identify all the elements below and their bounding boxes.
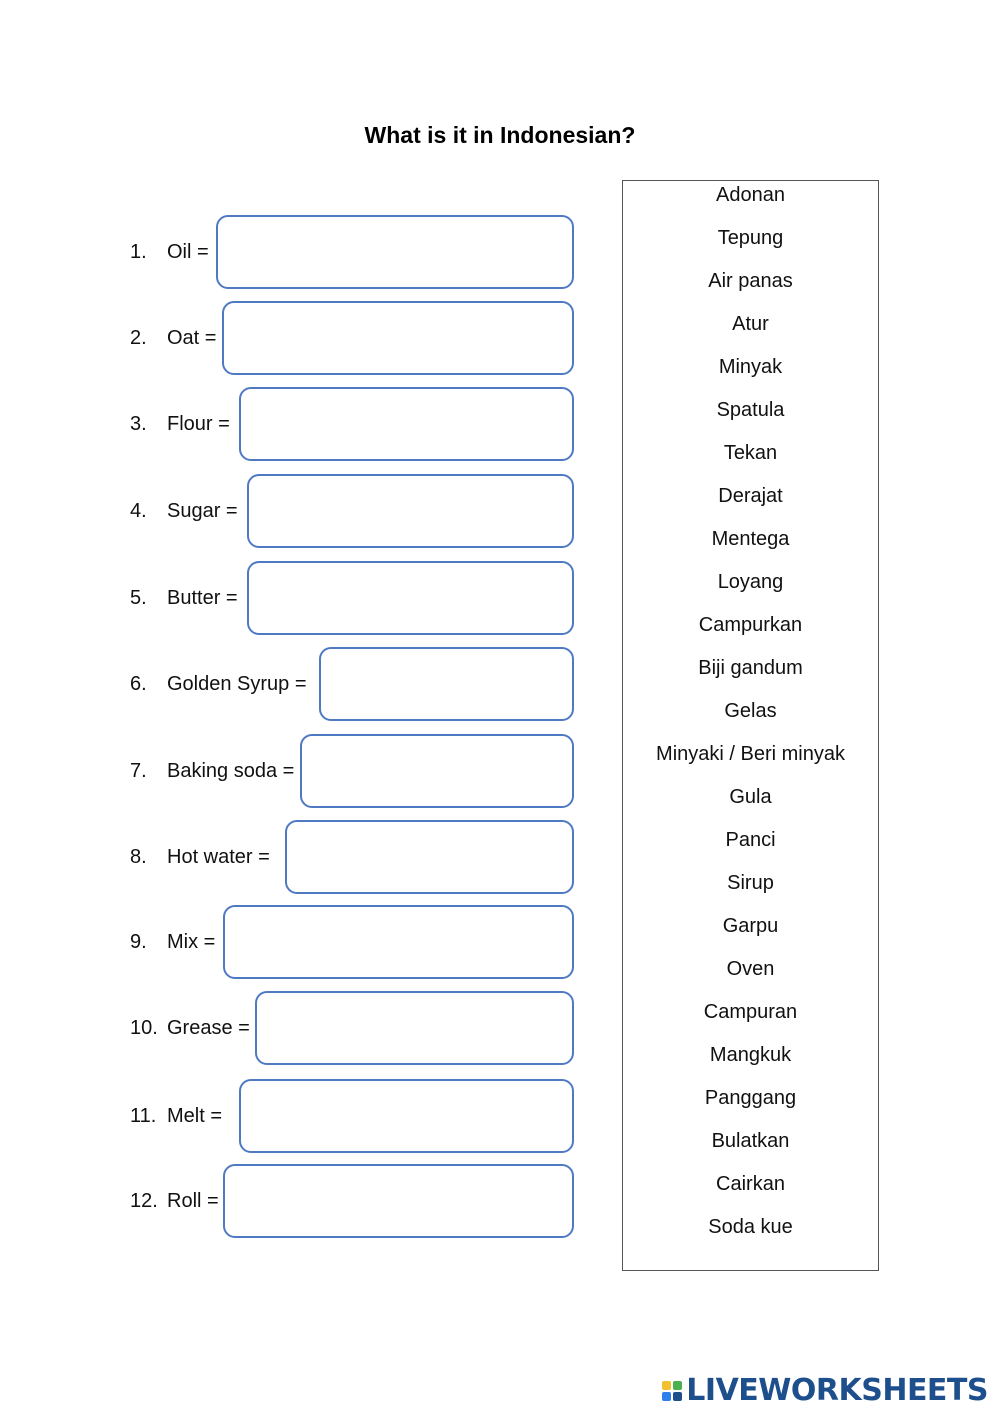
question-label: Oil = [167, 241, 209, 263]
question-label: Roll = [167, 1190, 219, 1212]
question-number: 11. [130, 1105, 157, 1127]
question-label: Grease = [167, 1017, 250, 1039]
word-bank-item: Atur [732, 313, 769, 335]
question-label: Melt = [167, 1105, 223, 1127]
word-bank-item: Mentega [711, 528, 790, 550]
question-label: Mix = [167, 931, 216, 953]
question-number: 3. [130, 413, 147, 435]
answer-box[interactable] [247, 474, 574, 548]
liveworksheets-brand[interactable] [662, 1373, 988, 1408]
answer-box[interactable] [285, 820, 574, 894]
question-label: Oat = [167, 327, 217, 349]
word-bank-item: Derajat [718, 485, 783, 507]
word-bank-item: Adonan [716, 184, 785, 206]
question-label: Butter = [167, 587, 238, 609]
question-label: Flour = [167, 413, 230, 435]
question-number: 4. [130, 500, 147, 522]
word-bank-item: Campurkan [698, 614, 803, 636]
answer-box[interactable] [216, 215, 574, 289]
word-bank-item: Soda kue [708, 1216, 793, 1238]
question-label: Sugar = [167, 500, 238, 522]
word-bank-item: Gula [729, 786, 772, 808]
answer-box[interactable] [239, 387, 574, 461]
answer-box[interactable] [255, 991, 574, 1065]
question-label: Baking soda = [167, 760, 295, 782]
word-bank-item: Sirup [727, 872, 774, 894]
word-bank-item: Campuran [703, 1001, 798, 1023]
question-number: 8. [130, 846, 147, 868]
word-bank-item: Cairkan [716, 1173, 785, 1195]
word-bank-item: Panggang [704, 1087, 797, 1109]
word-bank-item: Tekan [723, 442, 778, 464]
answer-box[interactable] [300, 734, 574, 808]
logo-square-yellow [662, 1381, 671, 1390]
question-number: 9. [130, 931, 147, 953]
logo-square-blue [662, 1392, 671, 1401]
answer-box[interactable] [247, 561, 574, 635]
answer-box[interactable] [222, 301, 574, 375]
question-number: 1. [130, 241, 147, 263]
word-bank-item: Panci [725, 829, 776, 851]
word-bank [622, 180, 879, 1271]
word-bank-item: Minyak [718, 356, 783, 378]
answer-box[interactable] [223, 1164, 574, 1238]
word-bank-item: Minyaki / Beri minyak [656, 743, 845, 765]
word-bank-item: Mangkuk [709, 1044, 792, 1066]
word-bank-item: Loyang [717, 571, 784, 593]
logo-square-green [673, 1381, 682, 1390]
word-bank-item: Biji gandum [698, 657, 803, 679]
word-bank-item: Bulatkan [711, 1130, 790, 1152]
word-bank-item: Gelas [724, 700, 777, 722]
brand-name: LIVEWORKSHEETS [686, 1373, 988, 1408]
question-number: 2. [130, 327, 147, 349]
answer-box[interactable] [239, 1079, 574, 1153]
question-number: 10. [130, 1017, 158, 1039]
word-bank-item: Air panas [708, 270, 793, 292]
word-bank-item: Spatula [716, 399, 785, 421]
question-number: 12. [130, 1190, 158, 1212]
question-label: Hot water = [167, 846, 270, 868]
liveworksheets-logo-icon [662, 1381, 682, 1401]
question-label: Golden Syrup = [167, 673, 307, 695]
word-bank-item: Tepung [717, 227, 784, 249]
worksheet-title: What is it in Indonesian? [364, 122, 636, 148]
question-number: 6. [130, 673, 147, 695]
question-number: 5. [130, 587, 147, 609]
answer-box[interactable] [319, 647, 574, 721]
word-bank-item: Garpu [722, 915, 779, 937]
question-number: 7. [130, 760, 147, 782]
word-bank-item: Oven [726, 958, 775, 980]
answer-box[interactable] [223, 905, 574, 979]
logo-square-navy [673, 1392, 682, 1401]
